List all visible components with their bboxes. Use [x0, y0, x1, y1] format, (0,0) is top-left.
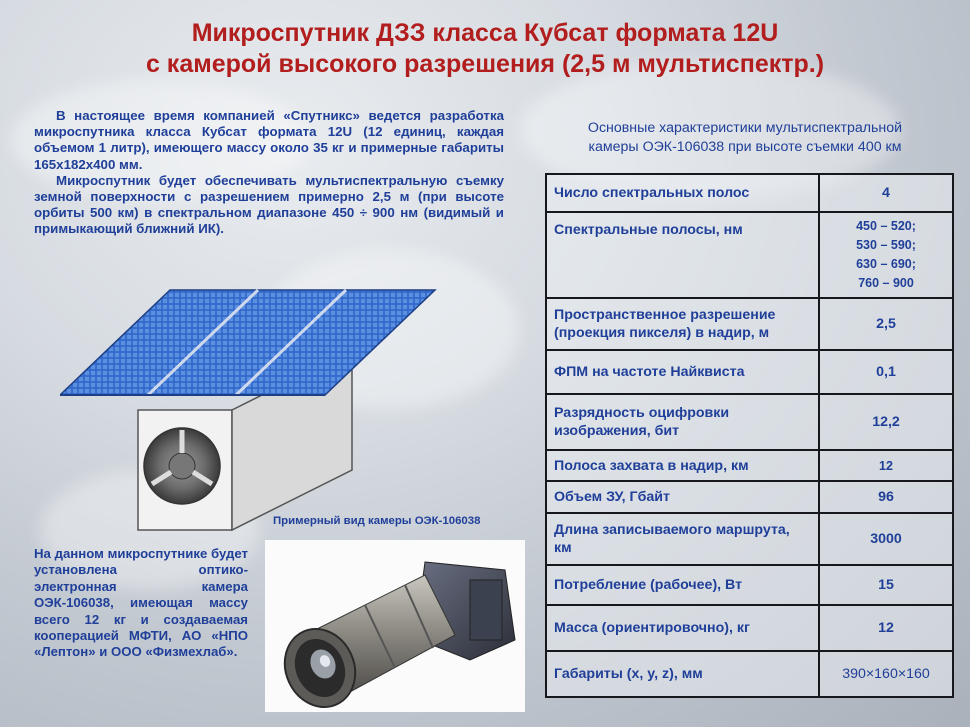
- table-row: [546, 174, 953, 212]
- table-caption-line-2: камеры ОЭК-106038 при высоте съемки 400 км: [588, 139, 902, 155]
- spectral-band: 760 – 900: [858, 276, 914, 290]
- intro-paragraph-2: Микроспутник будет обеспечивать мультиспектральную съемку земной поверхности с разрешением примерно 2,5 м (при высоте орбиты 500 км) в спектральном диапазоне 450 ÷ 900 нм (видимый и примыкающий ближний ИК).: [34, 172, 504, 237]
- spec-value: 96: [819, 481, 953, 513]
- spec-value: 12: [819, 450, 953, 481]
- spec-label: Разрядность оцифровки изображения, бит: [546, 394, 819, 450]
- spec-label: Полоса захвата в надир, км: [546, 450, 819, 481]
- spec-label: Спектральные полосы, нм: [546, 212, 819, 298]
- spec-label: Габариты (x, y, z), мм: [546, 651, 819, 697]
- spec-value: 4: [819, 174, 953, 212]
- spec-label: Пространственное разрешение (проекция пикселя) в надир, м: [546, 298, 819, 350]
- spec-value: 12: [819, 605, 953, 651]
- spec-value: 3000: [819, 513, 953, 565]
- spec-label: Объем ЗУ, Гбайт: [546, 481, 819, 513]
- spec-label: Потребление (рабочее), Вт: [546, 565, 819, 605]
- spectral-band: 530 – 590;: [856, 238, 916, 252]
- intro-paragraph-1: В настоящее время компанией «Спутникс» ведется разработка микроспутника класса Кубсат формата 12U (12 единиц, каждая объемом 1 литр), имеющего массу около 35 кг и примерные габариты 165х182х400 мм.: [34, 108, 504, 172]
- spec-label: Длина записываемого маршрута, км: [546, 513, 819, 565]
- table-row: [546, 394, 953, 450]
- table-caption: [540, 119, 950, 157]
- table-row: [546, 481, 953, 513]
- table-row: [546, 651, 953, 697]
- solar-panel-icon: [60, 290, 435, 395]
- table-caption-line-1: Основные характеристики мультиспектральной: [587, 120, 903, 136]
- satellite-illustration: [60, 280, 450, 540]
- table-row: [546, 450, 953, 481]
- table-row: [546, 605, 953, 651]
- table-row: [546, 350, 953, 394]
- camera-caption: Примерный вид камеры ОЭК-106038: [273, 515, 481, 527]
- spec-value: 12,2: [819, 394, 953, 450]
- spec-value: 15: [819, 565, 953, 605]
- title-line-1: Микроспутник ДЗЗ класса Кубсат формата 12U: [191, 19, 779, 47]
- spec-value: 390×160×160: [819, 651, 953, 697]
- table-row: [546, 565, 953, 605]
- intro-text: [34, 108, 504, 238]
- spec-label: Масса (ориентировочно), кг: [546, 605, 819, 651]
- spec-value: [819, 212, 953, 298]
- spec-value: 2,5: [819, 298, 953, 350]
- specifications-table: [545, 173, 954, 698]
- title-line-2: с камерой высокого разрешения (2,5 м мультиспектр.): [145, 50, 825, 78]
- spec-value: 0,1: [819, 350, 953, 394]
- table-row: [546, 513, 953, 565]
- spec-label: ФПМ на частоте Найквиста: [546, 350, 819, 394]
- spec-label: Число спектральных полос: [546, 174, 819, 212]
- spectral-band: 630 – 690;: [856, 257, 916, 271]
- camera-description: На данном микроспутнике будет установлена оптико-электронная камера ОЭК-106038, имеющая массу всего 12 кг и создаваемая кооперацией МФТИ, АО «НПО «Лептон» и ООО «Физмехлаб».: [34, 546, 248, 660]
- table-row: [546, 212, 953, 298]
- camera-photo: [265, 540, 525, 712]
- page-title: [0, 18, 970, 80]
- spectral-band: 450 – 520;: [856, 219, 916, 233]
- table-row: [546, 298, 953, 350]
